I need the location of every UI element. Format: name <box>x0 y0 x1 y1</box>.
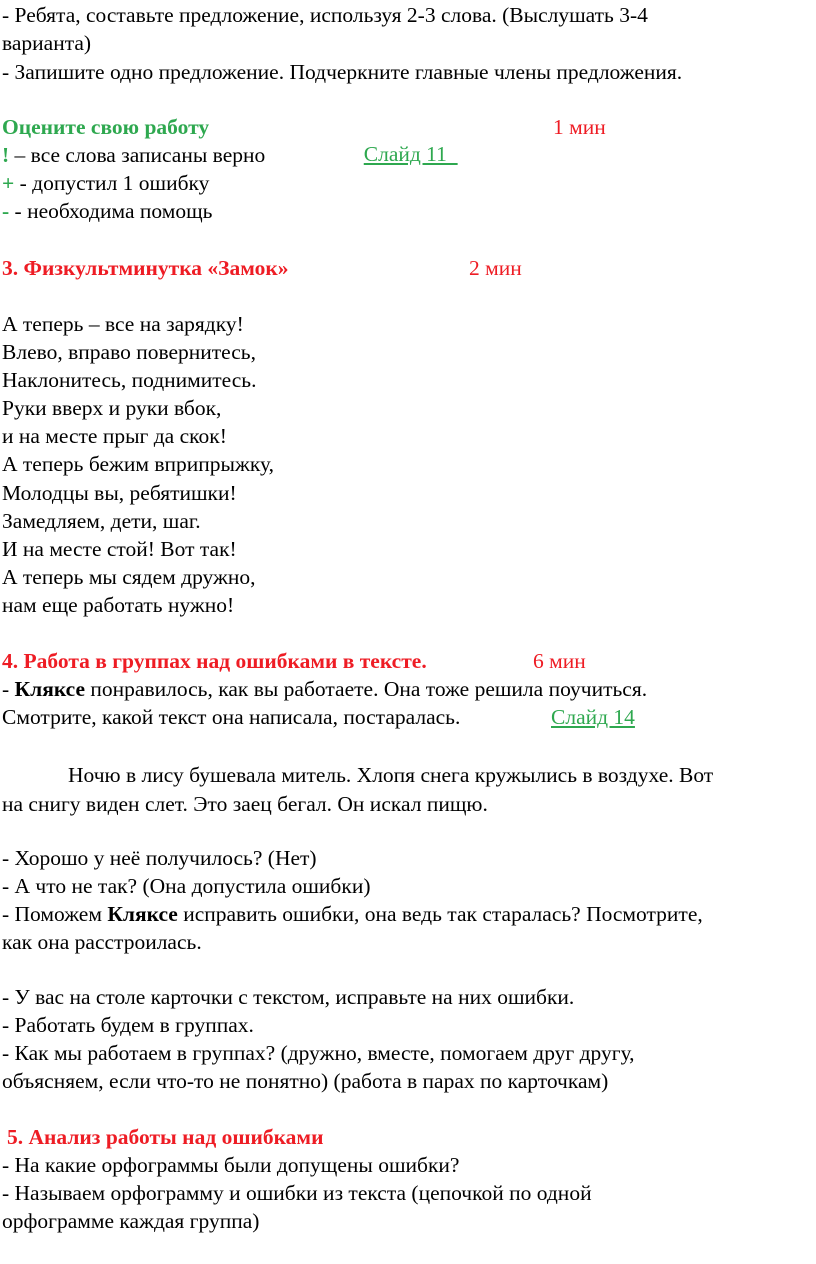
s3-title: 3. Физкультминутка «Замок» <box>2 256 289 280</box>
s5-line: орфограмме каждая группа) <box>2 1209 260 1233</box>
question-line: объясняем, если что-то не понятно) (работа в парах по карточкам) <box>2 1069 609 1093</box>
error-text-line-1: Ночю в лису бушевала митель. Хлопя снега кружылись в воздухе. Вот <box>68 763 714 787</box>
s4-paragraph-2: Смотрите, какой текст она написала, постаралась. <box>2 705 461 729</box>
poem-line: И на месте стой! Вот так! <box>2 537 237 561</box>
question-line: как она расстроилась. <box>2 930 202 954</box>
assess-slide-link[interactable] <box>353 114 458 168</box>
poem-line: Влево, вправо повернитесь, <box>2 340 256 364</box>
q3-pre: - Поможем <box>2 902 108 926</box>
s4-p1-rest: понравилось, как вы работаете. Она тоже решила поучиться. <box>85 677 648 701</box>
s4-dash: - <box>2 677 15 701</box>
s4-time: 6 мин <box>533 649 586 673</box>
poem-line: А теперь мы сядем дружно, <box>2 565 256 589</box>
s5-title: 5. Анализ работы над ошибками <box>7 1125 324 1149</box>
s5-line: - На какие орфограммы были допущены ошибки? <box>2 1153 460 1177</box>
poem-line: нам еще работать нужно! <box>2 593 235 617</box>
question-line <box>2 901 703 928</box>
assess-item <box>2 198 212 225</box>
intro-line-1: - Ребята, составьте предложение, используя 2-3 слова. (Выслушать 3-4 <box>2 3 648 27</box>
assess-item <box>2 142 265 169</box>
poem-line: А теперь – все на зарядку! <box>2 312 244 336</box>
assess-mark: ! <box>2 143 10 167</box>
question-line: - Как мы работаем в группах? (дружно, вместе, помогаем друг другу, <box>2 1041 635 1065</box>
poem-line: и на месте прыг да скок! <box>2 424 227 448</box>
assess-slide-label: Слайд 11 <box>363 142 458 166</box>
question-line: - А что не так? (Она допустила ошибки) <box>2 874 371 898</box>
poem-line: Руки вверх и руки вбок, <box>2 396 222 420</box>
character-name: Кляксе <box>107 902 178 926</box>
assess-item-text: - необходима помощь <box>9 199 213 223</box>
s4-paragraph-1 <box>2 676 647 703</box>
s4-slide-link[interactable] <box>551 704 635 731</box>
intro-line-2: варианта) <box>2 31 92 55</box>
assess-item <box>2 170 209 197</box>
s4-slide-label: Слайд 14 <box>551 705 635 729</box>
q3-rest: исправить ошибки, она ведь так старалась? Посмотрите, <box>177 902 703 926</box>
poem-line: Наклонитесь, поднимитесь. <box>2 368 257 392</box>
question-line: - Хорошо у неё получилось? (Нет) <box>2 846 317 870</box>
assess-item-text: – все слова записаны верно <box>9 143 266 167</box>
assess-item-text: - допустил 1 ошибку <box>14 171 210 195</box>
s5-line: - Называем орфограмму и ошибки из текста (цепочкой по одной <box>2 1181 592 1205</box>
intro-line-3: - Запишите одно предложение. Подчеркните главные члены предложения. <box>2 60 683 84</box>
s4-title: 4. Работа в группах над ошибками в тексте. <box>2 649 427 673</box>
character-name: Кляксе <box>14 677 86 701</box>
assess-heading <box>2 114 209 141</box>
poem-line: Замедляем, дети, шаг. <box>2 509 201 533</box>
assess-mark: - <box>2 199 10 223</box>
assess-title: Оцените свою работу <box>2 115 210 139</box>
question-line: - У вас на столе карточки с текстом, исправьте на них ошибки. <box>2 985 575 1009</box>
assess-mark: + <box>2 171 15 195</box>
assess-time: 1 мин <box>553 115 606 139</box>
error-text-line-2: на снигу виден слет. Это заец бегал. Он искал пищю. <box>2 792 488 816</box>
question-line: - Работать будем в группах. <box>2 1013 254 1037</box>
s3-time: 2 мин <box>469 256 522 280</box>
poem-line: А теперь бежим вприпрыжку, <box>2 452 274 476</box>
poem-line: Молодцы вы, ребятишки! <box>2 481 237 505</box>
